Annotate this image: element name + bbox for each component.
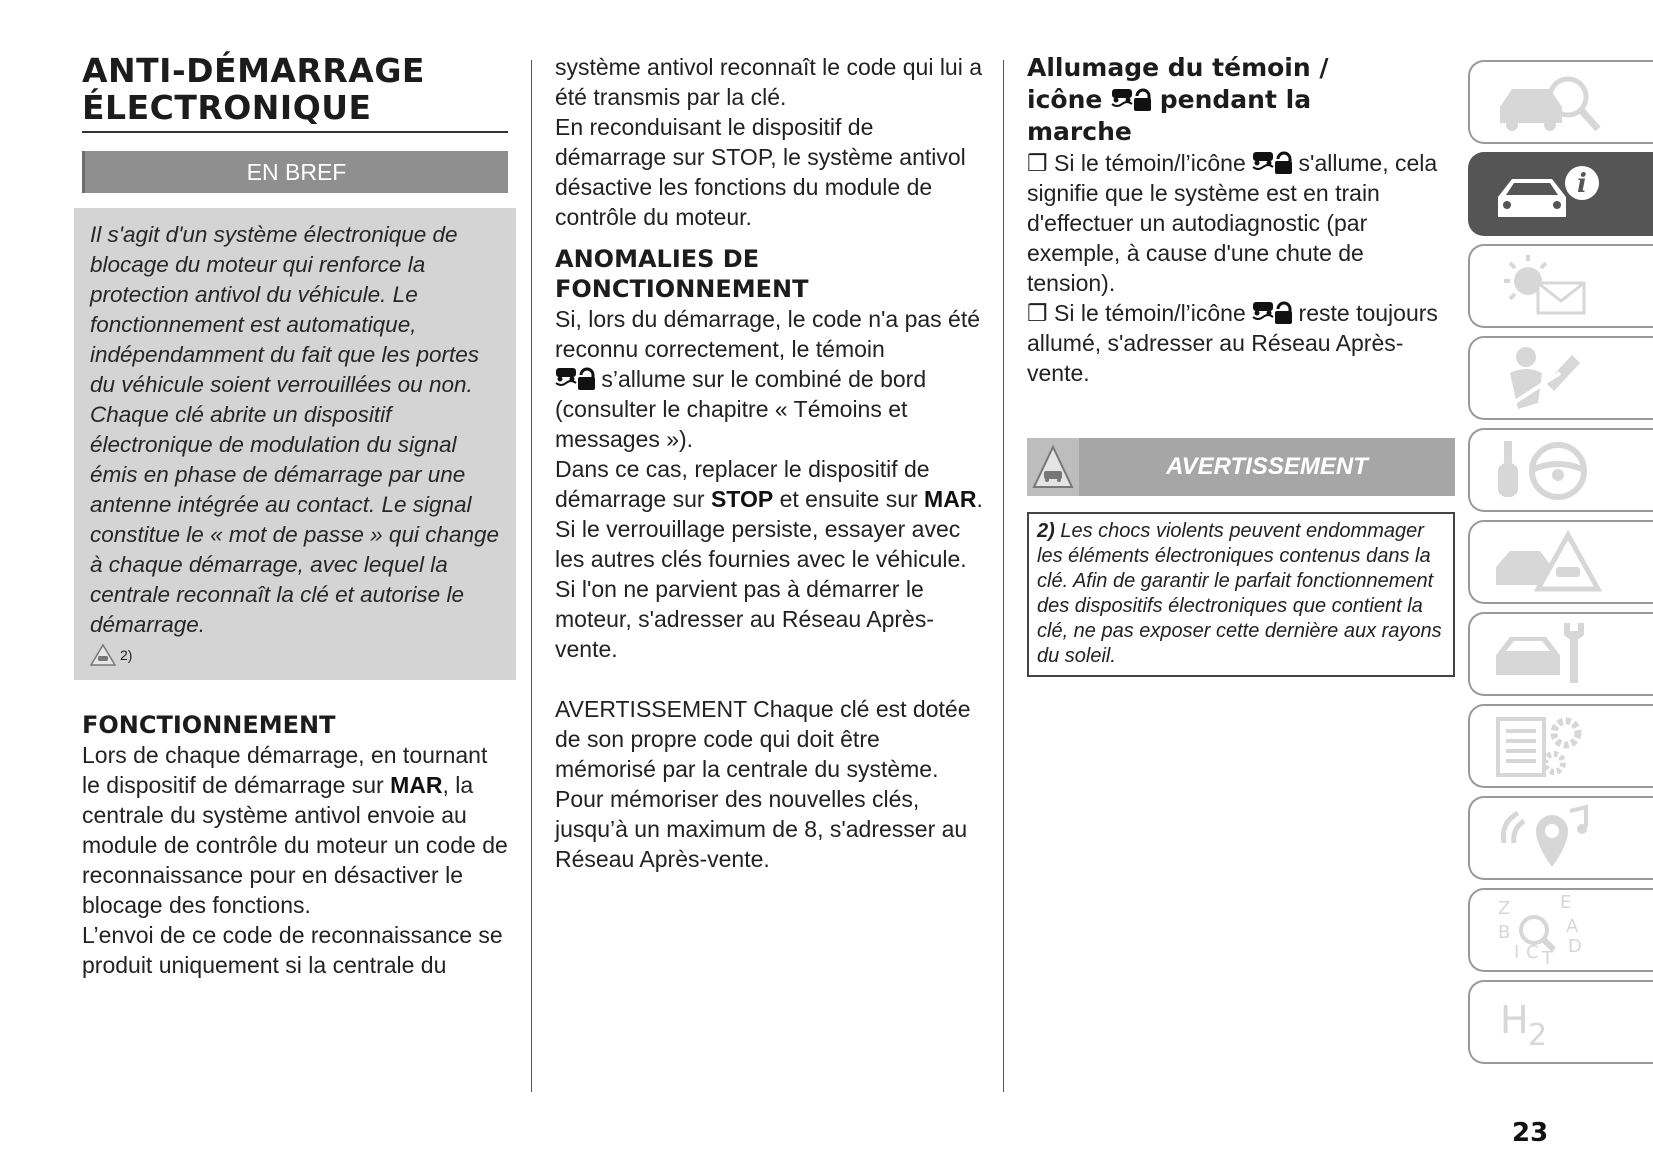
page-number: 23 — [1512, 1118, 1549, 1148]
column-divider-2 — [1003, 60, 1004, 1092]
bullet-2-text-b: reste toujours allumé, s'adresser au Réseau Après-vente. — [1027, 300, 1438, 386]
tab-h2[interactable] — [1468, 980, 1653, 1064]
anomalies-heading — [555, 244, 985, 304]
anom-text-a: Si, lors du démarrage, le code n'a pas été reconnu correctement, le témoin — [555, 306, 981, 362]
en-bref-box — [74, 208, 516, 680]
tab-music-signal[interactable] — [1468, 796, 1653, 880]
letter-b: B — [1498, 922, 1511, 943]
immobilizer-warning-icon — [1111, 86, 1151, 112]
list-gear-icon — [1490, 711, 1610, 781]
anom2-text-b: et ensuite sur — [773, 486, 925, 512]
car-warning-icon — [1490, 527, 1610, 597]
bullet-2-text-a: ❒ Si le témoin/l’icône — [1027, 300, 1246, 326]
h2-letter: H — [1500, 998, 1529, 1042]
mar-keyword: MAR — [924, 486, 977, 512]
en-bref-bar — [82, 151, 508, 193]
continued-paragraph: système antivol reconnaît le code qui lui a été transmis par la clé. — [555, 54, 983, 110]
letter-d: D — [1568, 936, 1582, 957]
warning-triangle-icon — [1032, 445, 1074, 489]
tab-car-wrench[interactable] — [1468, 612, 1653, 696]
column-3 — [1027, 52, 1455, 677]
car-info-icon — [1490, 159, 1610, 229]
tab-seat-safety[interactable] — [1468, 336, 1653, 420]
title-line-2: ÉLECTRONIQUE — [82, 88, 372, 127]
en-bref-text-1: Il s'agit d'un système électronique de blocage du moteur qui renforce la protection antivol du véhicule. Le fonctionnement est automatique, indépendamment du fait que les portes du véhicule soient verrouillées ou non. — [90, 222, 480, 397]
title-underline — [82, 131, 508, 133]
warning-bar — [1027, 438, 1455, 496]
fonctionnement-paragraph-2: L’envoi de ce code de reconnaissance se produit uniquement si la centrale du — [82, 922, 503, 978]
anom-text-b: s’allume sur le combiné de bord (consulter le chapitre « Témoins et messages »). — [555, 366, 927, 452]
car-wrench-icon — [1490, 619, 1610, 689]
warning-triangle-icon — [90, 644, 116, 666]
immobilizer-warning-icon — [1252, 149, 1292, 175]
warning-number: 2) — [1037, 520, 1055, 542]
en-bref-label: EN BREF — [246, 159, 347, 185]
allumage-heading-line-3: marche — [1027, 117, 1132, 146]
letter-c: C — [1526, 942, 1539, 963]
alphabet-index-icon — [1490, 892, 1610, 968]
anomalies-heading-line-1: ANOMALIES DE — [555, 245, 760, 273]
car-search-icon — [1490, 67, 1610, 137]
immobilizer-warning-icon — [1252, 299, 1292, 325]
bullet-1 — [1027, 148, 1455, 298]
bullet-1-text-b: s'allume, cela signifie que le système est en train d'effectuer un autodiagnostic (par exemple, à cause d'une chute de tension). — [1027, 150, 1438, 296]
allumage-heading-line-1: Allumage du témoin / — [1027, 53, 1329, 82]
warning-text — [1037, 519, 1445, 669]
letter-z: Z — [1498, 898, 1511, 919]
anomalies-paragraph-1 — [555, 304, 985, 454]
stop-keyword: STOP — [710, 486, 774, 512]
column-2 — [555, 52, 985, 874]
fonct-mar-keyword: MAR — [390, 772, 443, 798]
letter-t: T — [1542, 948, 1553, 968]
column-divider-1 — [531, 60, 532, 1092]
h2-subscript: 2 — [1528, 1018, 1548, 1053]
avertissement-paragraph: AVERTISSEMENT Chaque clé est dotée de son propre code qui doit être mémorisé par la centrale du système. Pour mémoriser des nouvelles clés, jusqu’à un maximum de 8, s'adresser au Réseau Après-vente. — [555, 696, 971, 872]
key-steering-wheel-icon — [1490, 435, 1610, 505]
title-line-1: ANTI-DÉMARRAGE — [82, 51, 425, 90]
anom2-text-a: Dans ce cas, replacer le dispositif de démarrage sur — [555, 456, 930, 512]
tab-car-info[interactable] — [1468, 152, 1653, 236]
tab-sun-envelope[interactable] — [1468, 244, 1653, 328]
page-title — [82, 52, 508, 126]
column-1 — [82, 52, 508, 980]
warning-title: AVERTISSEMENT — [1166, 453, 1368, 480]
immobilizer-warning-icon — [555, 365, 595, 391]
letter-a: A — [1566, 916, 1579, 937]
letter-e: E — [1560, 892, 1572, 913]
fonct-text-b: , la centrale du système antivol envoie au module de contrôle du moteur un code de reconnaissance pour en désactiver le blocage des fonctions. — [82, 772, 508, 918]
tab-car-search[interactable] — [1468, 60, 1653, 144]
warning-reference-number: 2) — [120, 647, 133, 663]
svg-text:i: i — [1577, 169, 1587, 199]
tab-key-steering[interactable] — [1468, 428, 1653, 512]
fonctionnement-heading: FONCTIONNEMENT — [82, 711, 336, 739]
sun-envelope-icon — [1490, 251, 1610, 321]
anomalies-heading-line-2: FONCTIONNEMENT — [555, 275, 809, 303]
bullet-2 — [1027, 298, 1455, 388]
en-bref-text-2: Chaque clé abrite un dispositif électronique de modulation du signal émis en phase de démarrage par une antenne intégrée au contact. Le signal constitue le « mot de passe » qui change à chaque démarrage, avec lequel la centrale reconnaît la clé et autorise le démarrage. — [90, 402, 500, 637]
stop-paragraph: En reconduisant le dispositif de démarrage sur STOP, le système antivol désactive les fonctions du module de contrôle du moteur. — [555, 114, 966, 230]
bullet-1-text-a: ❒ Si le témoin/l’icône — [1027, 150, 1246, 176]
tab-alphabet-index[interactable] — [1468, 888, 1653, 972]
tab-list-gear[interactable] — [1468, 704, 1653, 788]
allumage-heading — [1027, 52, 1455, 148]
tab-car-warning[interactable] — [1468, 520, 1653, 604]
warning-reference[interactable] — [90, 644, 502, 666]
music-signal-icon — [1490, 803, 1610, 873]
anom2-text-c: . Si le verrouillage persiste, essayer avec les autres clés fournies avec le véhicule. Si l'on ne parvient pas à démarrer le moteur, s'adresser au Réseau Après-vente. — [555, 486, 983, 662]
fonct-text-a: Lors de chaque démarrage, en tournant le dispositif de démarrage sur — [82, 742, 488, 798]
seat-safety-icon — [1490, 343, 1610, 413]
fonctionnement-paragraph-1 — [82, 740, 508, 920]
warning-box — [1027, 512, 1455, 677]
allumage-heading-line-2b: pendant la — [1159, 85, 1312, 114]
allumage-heading-line-2a: icône — [1027, 85, 1103, 114]
anomalies-paragraph-2 — [555, 454, 985, 664]
warning-body: Les chocs violents peuvent endommager les éléments électroniques contenus dans la clé. Afin de garantir le parfait fonctionnement des dispositifs électroniques que contient la clé, ne pas exposer cette dernière aux rayons du soleil. — [1037, 520, 1442, 667]
letter-i: I — [1514, 942, 1520, 963]
warning-icon-box — [1027, 438, 1079, 496]
h2-icon — [1490, 987, 1610, 1057]
